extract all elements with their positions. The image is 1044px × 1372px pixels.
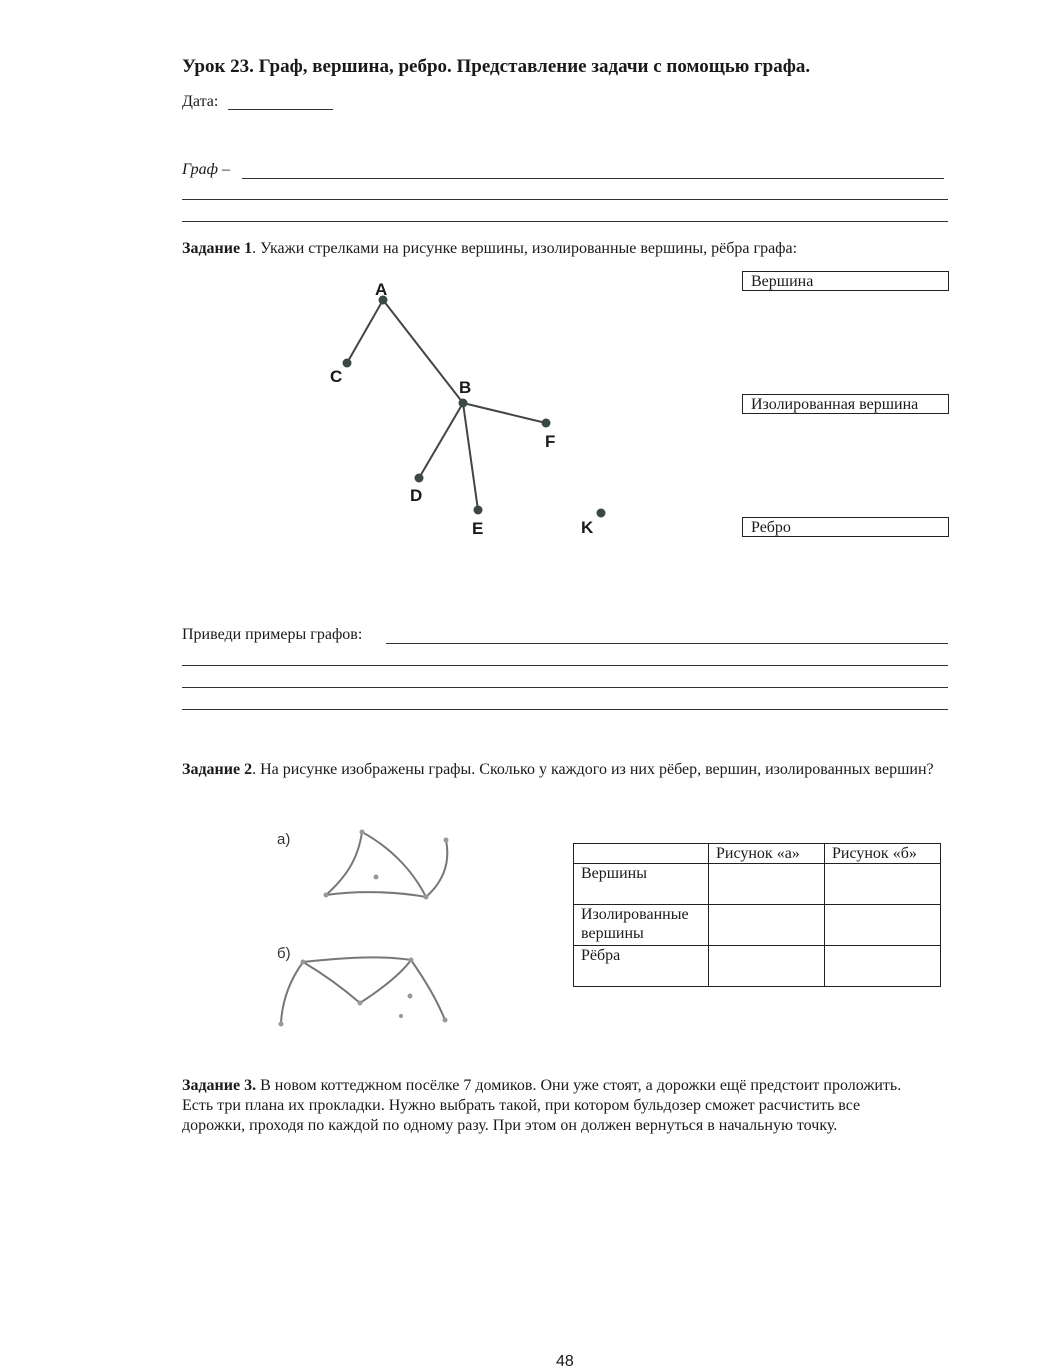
node-label: C: [330, 367, 343, 386]
node-label: K: [581, 518, 594, 537]
box-vertex: Вершина: [742, 271, 949, 291]
edge-b-d: [419, 403, 463, 478]
task3-text: В новом коттеджном посёлке 7 домиков. Они уже стоят, а дорожки ещё предстоит проложить. Есть три плана их прокладки. Нужно выбрать такой, при котором бульдозер сможет расчистить все дорожки, проходя по каждой по одному разу. При этом он должен вернуться в начальную точку.: [182, 1077, 902, 1134]
table-answer-cell[interactable]: [825, 946, 941, 987]
examples-line-3: [182, 687, 948, 688]
task2-label: Задание 2: [182, 761, 253, 778]
examples-label: Приведи примеры графов:: [182, 626, 363, 643]
table-corner-cell: [574, 844, 709, 864]
table-header: Рисунок «а»: [709, 844, 825, 864]
task1-text: . Укажи стрелками на рисунке вершины, изолированные вершины, рёбра графа:: [252, 240, 798, 257]
edge-a-b: [383, 300, 463, 403]
table-row-label: Вершины: [574, 864, 709, 905]
examples-line-1: [386, 643, 948, 644]
task2-graph-b: [281, 957, 445, 1024]
table-row-label: Изолированные вершины: [574, 905, 709, 946]
node: [424, 895, 429, 900]
fig-b-label: б): [277, 945, 291, 962]
table-answer-cell[interactable]: [709, 864, 825, 905]
edge: [326, 892, 426, 897]
edge: [426, 840, 447, 897]
node: [409, 958, 414, 963]
examples-line-4: [182, 709, 948, 710]
edge: [281, 962, 303, 1024]
node-label: B: [459, 378, 472, 397]
node: [279, 1022, 284, 1027]
isolated-node: [399, 1014, 403, 1018]
node-d: [415, 474, 424, 483]
node: [360, 830, 365, 835]
task3-paragraph: [182, 1076, 922, 1136]
node-c: [343, 359, 352, 368]
node-b: [459, 399, 468, 408]
graph-term-label: Граф –: [182, 161, 231, 178]
isolated-node: [408, 994, 413, 999]
edge-b-e: [463, 403, 478, 510]
node: [443, 1018, 448, 1023]
page-number: 48: [556, 1353, 574, 1370]
edge-a-c: [347, 300, 383, 363]
task2-text: . На рисунке изображены графы. Сколько у каждого из них рёбер, вершин, изолированных вершин?: [252, 761, 934, 778]
edge: [360, 960, 411, 1003]
edge: [303, 962, 360, 1003]
edge: [411, 960, 445, 1020]
fig-a-label: а): [277, 831, 291, 848]
edge: [362, 832, 426, 897]
table-answer-cell[interactable]: [825, 905, 941, 946]
node-e: [474, 506, 483, 515]
task2-table: [573, 843, 941, 987]
box-isolated-vertex: Изолированная вершина: [742, 394, 949, 414]
node-label: E: [472, 519, 484, 538]
table-answer-cell[interactable]: [825, 864, 941, 905]
edge: [303, 957, 411, 962]
box-edge: Ребро: [742, 517, 949, 537]
table-row-label: Рёбра: [574, 946, 709, 987]
node-f: [542, 419, 551, 428]
node-k: [597, 509, 606, 518]
page-title: Урок 23. Граф, вершина, ребро. Представление задачи с помощью графа.: [182, 56, 811, 77]
table-answer-cell[interactable]: [709, 946, 825, 987]
node-label: F: [545, 432, 556, 451]
examples-line-2: [182, 665, 948, 666]
task3-label: Задание 3.: [182, 1077, 257, 1094]
date-label: Дата:: [182, 93, 219, 110]
task2-heading: [182, 760, 952, 780]
task2-graph-a: [326, 832, 447, 897]
table-header: Рисунок «б»: [825, 844, 941, 864]
node: [324, 893, 329, 898]
node-label: D: [410, 486, 423, 505]
edge-b-f: [463, 403, 546, 423]
node-label: A: [375, 280, 388, 299]
node: [301, 960, 306, 965]
node: [358, 1001, 363, 1006]
table-answer-cell[interactable]: [709, 905, 825, 946]
node: [444, 838, 449, 843]
task1-label: Задание 1: [182, 240, 253, 257]
edge: [326, 832, 362, 895]
isolated-node: [374, 875, 379, 880]
